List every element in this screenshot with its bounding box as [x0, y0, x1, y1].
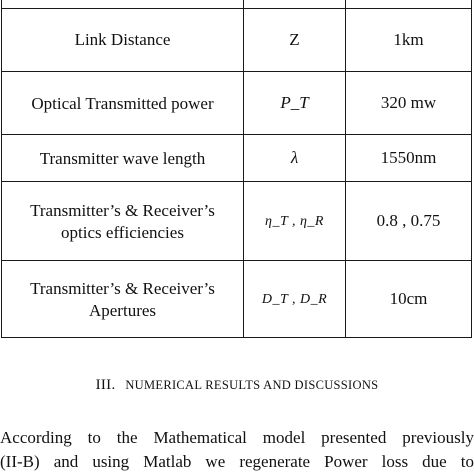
value-cell: 0.8 , 0.75 — [346, 182, 472, 261]
table-row — [2, 182, 472, 261]
parameter-cell — [2, 182, 244, 261]
symbol-text: P_T — [280, 93, 309, 112]
parameter-line: optics efficiencies — [61, 223, 184, 242]
table-row — [2, 9, 472, 72]
value-cell: 10cm — [346, 261, 472, 338]
value-cell: 1550nm — [346, 135, 472, 182]
symbol-cell — [244, 9, 346, 72]
parameter-line: Transmitter’s & Receiver’s — [30, 279, 215, 298]
section-heading — [0, 377, 474, 394]
symbol-text: λ — [290, 148, 299, 167]
value-cell: 320 mw — [346, 72, 472, 135]
symbol-cell — [244, 72, 346, 135]
parameter-cell — [2, 261, 244, 338]
parameter-cell: Optical Transmitted power — [2, 72, 244, 135]
section-title: NUMERICAL RESULTS AND DISCUSSIONS — [125, 378, 379, 392]
table-cell — [346, 0, 472, 9]
table-cell — [2, 0, 244, 9]
section-number: III. — [95, 377, 116, 393]
symbol-cell — [244, 182, 346, 261]
parameter-line: Apertures — [88, 301, 157, 320]
symbol-cell — [244, 261, 346, 338]
table-row — [2, 72, 472, 135]
table-cell — [244, 0, 346, 9]
body-text-line: According to the Mathematical model presented previously — [0, 428, 474, 447]
symbol-text: η_T , η_R — [265, 214, 324, 229]
body-text-line: (II-B) and using Matlab we regenerate Power loss due to — [0, 452, 474, 471]
table-row — [2, 261, 472, 338]
parameter-cell: Transmitter wave length — [2, 135, 244, 182]
table-row — [2, 135, 472, 182]
parameter-line: Transmitter’s & Receiver’s — [30, 201, 215, 220]
symbol-text: D_T , D_R — [261, 292, 328, 307]
symbol-cell — [244, 135, 346, 182]
parameter-cell: Link Distance — [2, 9, 244, 72]
table-row — [2, 0, 472, 9]
parameters-table — [1, 0, 472, 338]
value-cell: 1km — [346, 9, 472, 72]
symbol-text: Z — [289, 30, 300, 49]
